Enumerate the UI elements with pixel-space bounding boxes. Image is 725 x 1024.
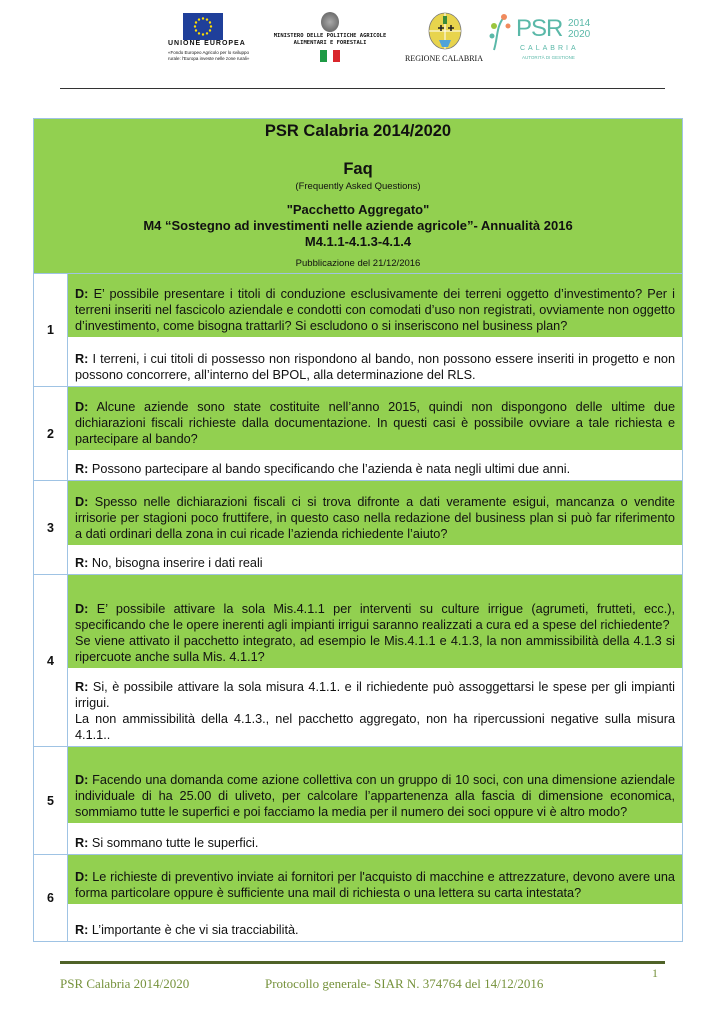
faq-answer <box>68 545 682 574</box>
faq-row <box>34 481 682 575</box>
faq-row <box>34 855 682 941</box>
faq-cells <box>68 274 682 386</box>
faq-row <box>34 747 682 855</box>
faq-number: 1 <box>34 274 68 386</box>
faq-row <box>34 274 682 387</box>
faq-cells <box>68 575 682 746</box>
answer-paragraph <box>75 711 675 743</box>
question-text: E’ possibile attivare la sola Mis.4.1.1 per interventi su culture irrigue (agrumeti, frutteti, ecc.), specificando che le opere inerenti agli impianti irrigui saranno realizzati a cura ed a spese del richiedente? <box>75 602 675 632</box>
republic-emblem-icon <box>321 12 339 32</box>
faq-number: 5 <box>34 747 68 854</box>
faq-answer <box>68 904 682 941</box>
faq-question <box>68 575 682 668</box>
faq-cells <box>68 855 682 941</box>
question-text: Spesso nelle dichiarazioni fiscali ci si trova difronte a dati veramente esigui, mancanza o vendite irrisorie per stagioni poco fruttifere, in questo caso nella redazione del business plan si può far riferimento a dati ordinari della zona in cui ricade l’azienda richiedente l’aiuto? <box>75 495 675 541</box>
question-paragraph <box>75 399 675 447</box>
question-text: Alcune aziende sono state costituite nell’anno 2015, quindi non dispongono delle ultime due dichiarazioni fiscali richieste dalla documentazione. In questi casi è possibile ovviare a tale richiesta e partecipare al bando? <box>75 400 675 446</box>
question-paragraph <box>75 286 675 334</box>
faq-number: 3 <box>34 481 68 574</box>
regione-calabria-shield-icon <box>428 12 462 52</box>
faq-question <box>68 747 682 823</box>
psr-logo-region: CALABRIA <box>520 45 579 52</box>
answer-label: R: <box>75 836 89 850</box>
faq-number: 6 <box>34 855 68 941</box>
question-paragraph <box>75 601 675 633</box>
eu-title: UNIONE EUROPEA <box>168 40 246 47</box>
faq-cells <box>68 387 682 480</box>
answer-text: Si sommano tutte le superfici. <box>91 836 259 850</box>
footer-left: PSR Calabria 2014/2020 <box>60 976 190 991</box>
faq-question <box>68 481 682 545</box>
publication-date: Pubblicazione del 21/12/2016 <box>295 258 421 269</box>
psr-logo-years <box>568 18 590 40</box>
question-text: Le richieste di preventivo inviate ai fornitori per l'acquisto di macchine e attrezzature, devono avere una forma particolare oppure è sufficiente una mail di richiesta o una lettera su carta intestata? <box>75 870 675 900</box>
measure-title: M4 “Sostegno ad investimenti nelle aziende agricole”- Annualità 2016 <box>143 218 573 233</box>
faq-heading: Faq <box>343 160 373 178</box>
header-divider <box>60 88 665 89</box>
faq-table <box>33 118 683 942</box>
faq-answer <box>68 668 682 746</box>
faq-number: 4 <box>34 575 68 746</box>
footer-divider <box>60 961 665 964</box>
answer-label: R: <box>75 352 89 366</box>
psr-logo-text: PSR <box>516 15 563 42</box>
answer-text: L’importante è che vi sia tracciabilità. <box>91 923 299 937</box>
question-paragraph <box>75 772 675 820</box>
faq-number: 2 <box>34 387 68 480</box>
eu-flag-logo <box>183 13 223 40</box>
answer-label: R: <box>75 680 89 694</box>
answer-paragraph <box>75 835 675 851</box>
faq-cells <box>68 481 682 574</box>
psr-logo-authority: AUTORITÀ DI GESTIONE <box>522 55 575 60</box>
psr-leaf-icon <box>488 12 518 52</box>
answer-label: R: <box>75 556 89 570</box>
answer-text: Si, è possibile attivare la sola misura 4.1.1. e il richiedente può assoggettarsi le spese per gli impianti irrigui. <box>75 680 675 710</box>
answer-paragraph <box>75 922 675 938</box>
question-text: Se viene attivato il pacchetto integrato, ad esempio le Mis.4.1.1 e 4.1.3, la non ammissibilità della 4.1.3 si ripercuote anche sulla Mis. 4.1.1? <box>75 634 675 664</box>
answer-text: I terreni, i cui titoli di possesso non rispondono al bando, non possono essere inseriti in progetto e non possono concorrere, all’interno del BPOL, alla determinazione del RLS. <box>75 352 676 382</box>
psr-year-start: 2014 <box>568 18 591 29</box>
answer-label: R: <box>75 462 89 476</box>
answer-paragraph <box>75 679 675 711</box>
faq-question <box>68 855 682 904</box>
question-label: D: <box>75 870 89 884</box>
submeasures: M4.1.1-4.1.3-4.1.4 <box>304 234 412 249</box>
faq-subheading: (Frequently Asked Questions) <box>295 181 421 192</box>
question-paragraph <box>75 869 675 901</box>
question-label: D: <box>75 495 89 509</box>
package-title: "Pacchetto Aggregato" <box>286 202 430 217</box>
question-paragraph <box>75 494 675 542</box>
answer-text: Possono partecipare al bando specificando che l’azienda è nata negli ultimi due anni. <box>91 462 571 476</box>
answer-paragraph <box>75 461 675 477</box>
question-label: D: <box>75 287 89 301</box>
region-name: REGIONE CALABRIA <box>405 54 483 63</box>
faq-row <box>34 575 682 747</box>
faq-answer <box>68 450 682 480</box>
ministry-name: MINISTERO DELLE POLITICHE AGRICOLE ALIMENTARI E FORESTALI <box>273 33 387 46</box>
faq-answer <box>68 823 682 854</box>
faq-question <box>68 274 682 337</box>
footer-protocol: Protocollo generale- SIAR N. 374764 del 14/12/2016 <box>265 976 544 991</box>
page-number: 1 <box>652 966 658 980</box>
question-label: D: <box>75 602 89 616</box>
document-title: PSR Calabria 2014/2020 <box>264 122 452 140</box>
eu-subtitle: «Fondo Europeo Agricolo per lo sviluppo rurale: l'Europa investe nelle zone rurali» <box>168 50 250 61</box>
title-block <box>34 119 682 274</box>
psr-year-end: 2020 <box>568 29 591 40</box>
answer-text: No, bisogna inserire i dati reali <box>91 556 263 570</box>
answer-paragraph <box>75 351 675 383</box>
question-text: Facendo una domanda come azione collettiva con un gruppo di 10 soci, con una dimensione aziendale individuale di ha 25.00 di uliveto, per calcolare l’appartenenza alla fascia di dimensione economica, sommiamo tutte le superfici e poi facciamo la media per il numero dei soci oppure vi è altro modo? <box>75 773 675 819</box>
faq-cells <box>68 747 682 854</box>
psr-calabria-logo <box>488 10 591 64</box>
italian-flag-icon <box>320 50 340 62</box>
answer-text: La non ammissibilità della 4.1.3., nel pacchetto aggregato, non ha ripercussioni negative sulla misura 4.1.1.. <box>75 712 675 742</box>
answer-paragraph <box>75 555 675 571</box>
question-text: E’ possibile presentare i titoli di conduzione esclusivamente dei terreni oggetto d’investimento? Per i terreni inseriti nel fascicolo aziendale e condotti con comodati d’uso non registrati, ovviamente non oggetto d’investimento, come bisogna trattarli? Si escludono o si inseriscono nel business plan? <box>75 287 676 333</box>
question-label: D: <box>75 400 89 414</box>
question-label: D: <box>75 773 89 787</box>
answer-label: R: <box>75 923 89 937</box>
faq-question <box>68 387 682 450</box>
faq-answer <box>68 337 682 386</box>
question-paragraph <box>75 633 675 665</box>
faq-row <box>34 387 682 481</box>
